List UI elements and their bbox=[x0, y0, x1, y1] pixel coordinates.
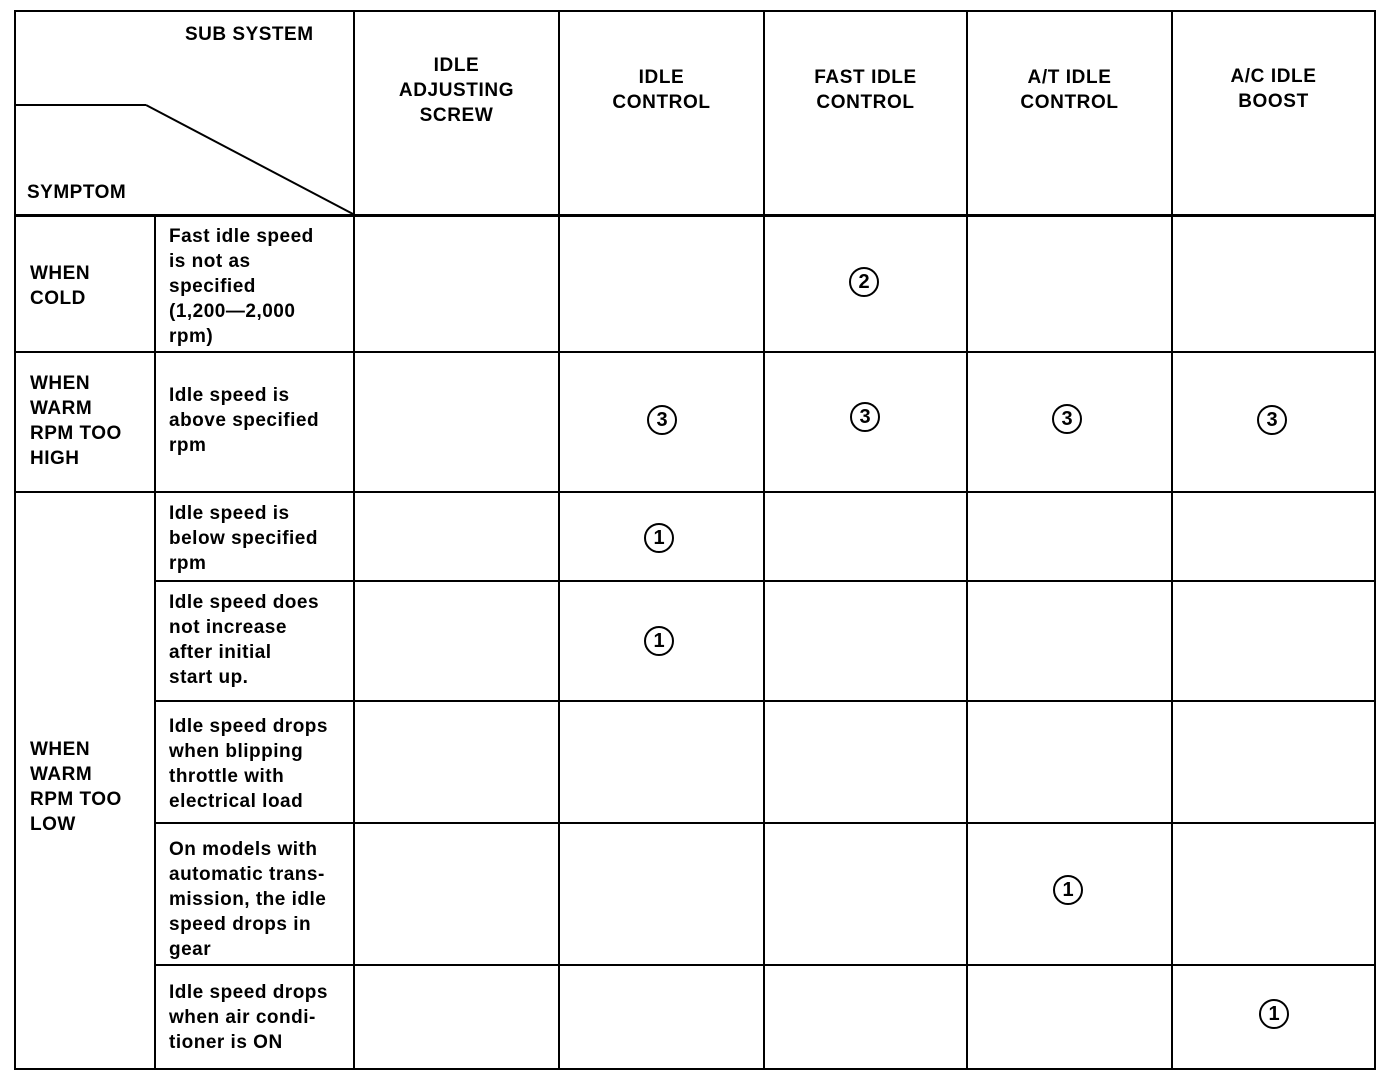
col-divider-3 bbox=[763, 10, 765, 1070]
mark-idle-control-not-increase: 1 bbox=[644, 626, 674, 656]
col-header-ac-idle-boost: A/C IDLE BOOST bbox=[1230, 66, 1317, 112]
group-when-warm-high: WHEN WARM RPM TOO HIGH bbox=[30, 373, 122, 469]
corner-symptom-label: SYMPTOM bbox=[27, 182, 127, 203]
row-divider-low-4 bbox=[154, 964, 1376, 966]
symptom-above-specified: Idle speed is above specified rpm bbox=[169, 385, 320, 456]
mark-fast-idle-control-cold: 2 bbox=[849, 267, 879, 297]
group-symptom-divider bbox=[154, 216, 156, 1070]
mark-idle-control-below: 1 bbox=[644, 523, 674, 553]
mark-ac-idle-boost-ac-on: 1 bbox=[1259, 999, 1289, 1029]
mark-fast-idle-control-high: 3 bbox=[850, 402, 880, 432]
symptom-drops-electrical-load: Idle speed drops when blipping throttle with electrical load bbox=[169, 716, 328, 812]
col-header-at-idle-control: A/T IDLE CONTROL bbox=[1020, 67, 1119, 113]
troubleshooting-table bbox=[14, 10, 1376, 1070]
col-header-idle-adjusting-screw: IDLE ADJUSTING SCREW bbox=[398, 54, 515, 126]
row-divider-low-2 bbox=[154, 700, 1376, 702]
symptom-drops-in-gear: On models with automatic trans- mission, the idle speed drops in gear bbox=[169, 839, 327, 960]
mark-at-idle-control-high: 3 bbox=[1052, 404, 1082, 434]
col-header-fast-idle-control: FAST IDLE CONTROL bbox=[814, 67, 917, 113]
symptom-does-not-increase: Idle speed does not increase after initial start up. bbox=[169, 592, 320, 688]
symptom-below-specified: Idle speed is below specified rpm bbox=[169, 503, 318, 574]
group-when-cold: WHEN COLD bbox=[30, 263, 91, 309]
col-divider-5 bbox=[1171, 10, 1173, 1070]
row-divider-low-3 bbox=[154, 822, 1376, 824]
col-divider-4 bbox=[966, 10, 968, 1070]
corner-subsystem-label: SUB SYSTEM bbox=[185, 24, 314, 45]
mark-at-idle-control-in-gear: 1 bbox=[1053, 875, 1083, 905]
symptom-fast-idle-not-specified: Fast idle speed is not as specified (1,200—2,000 rpm) bbox=[169, 226, 314, 347]
row-divider-low-1 bbox=[154, 580, 1376, 582]
mark-idle-control-high: 3 bbox=[647, 405, 677, 435]
table-border-right bbox=[1374, 10, 1376, 1070]
mark-ac-idle-boost-high: 3 bbox=[1257, 405, 1287, 435]
col-header-idle-control: IDLE CONTROL bbox=[612, 67, 711, 113]
col-divider-2 bbox=[558, 10, 560, 1070]
group-when-warm-low: WHEN WARM RPM TOO LOW bbox=[30, 739, 122, 835]
symptom-drops-ac-on: Idle speed drops when air condi- tioner is ON bbox=[169, 982, 328, 1053]
